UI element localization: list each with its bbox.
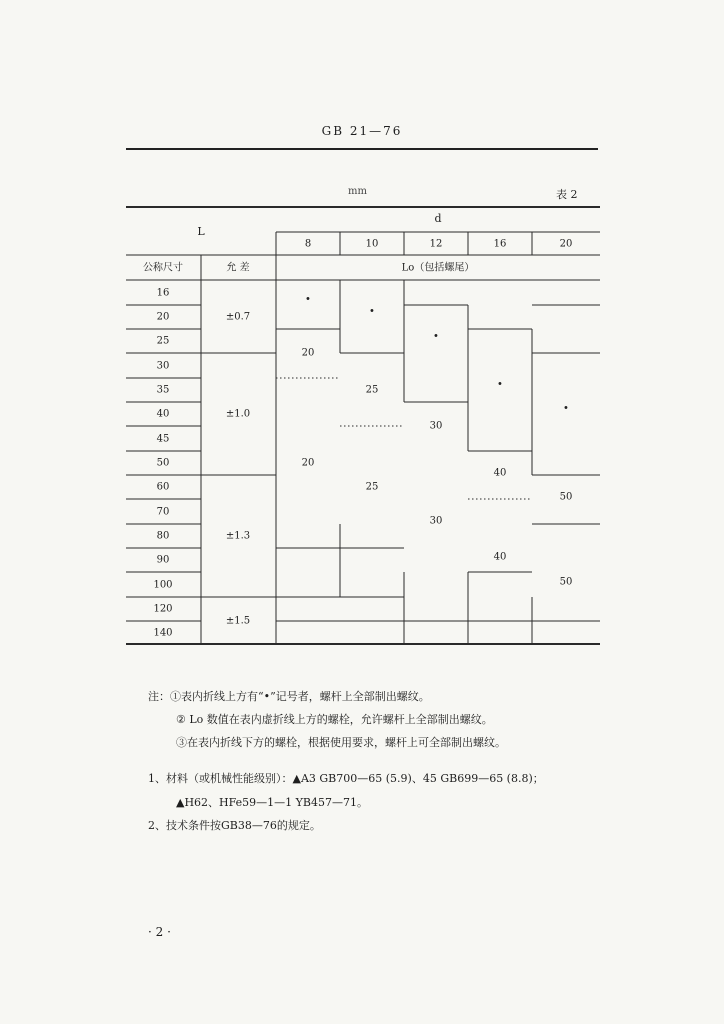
l-value: 35 bbox=[156, 384, 170, 396]
lo-dashed-boundary bbox=[276, 378, 600, 499]
lo-value-d20: 50 bbox=[559, 576, 573, 588]
col-header-d: d bbox=[434, 212, 442, 225]
full-thread-marker: • bbox=[563, 403, 569, 415]
l-value: 20 bbox=[156, 311, 170, 323]
d-value-12: 12 bbox=[429, 238, 443, 250]
unit-label: mm bbox=[348, 186, 367, 197]
full-thread-marker: • bbox=[305, 294, 311, 306]
lo-value-d16: 40 bbox=[493, 467, 507, 479]
tolerance-value: ±1.0 bbox=[225, 408, 251, 420]
l-value: 100 bbox=[153, 579, 173, 591]
tolerance-value: ±1.5 bbox=[225, 615, 251, 627]
tolerance-value: ±1.3 bbox=[225, 530, 251, 542]
lo-value-d12: 30 bbox=[429, 515, 443, 527]
tolerance-value: ±0.7 bbox=[225, 311, 251, 323]
lo-value-d10: 25 bbox=[365, 384, 379, 396]
l-value: 45 bbox=[156, 433, 170, 445]
l-value: 90 bbox=[156, 554, 170, 566]
l-value: 40 bbox=[156, 408, 170, 420]
technical-conditions: 2、技术条件按GB38—76的规定。 bbox=[148, 819, 321, 832]
l-value: 120 bbox=[153, 603, 173, 615]
note-1: 注：①表内折线上方有“•”记号者，螺杆上全部制出螺纹。 bbox=[148, 690, 430, 703]
page-number: · 2 · bbox=[148, 925, 171, 939]
l-value: 16 bbox=[156, 287, 170, 299]
lo-value-d8: 20 bbox=[301, 347, 315, 359]
lo-value-d10: 25 bbox=[365, 481, 379, 493]
d-value-16: 16 bbox=[493, 238, 507, 250]
full-thread-marker: • bbox=[433, 331, 439, 343]
col-header-L: L bbox=[197, 225, 205, 238]
l-value: 25 bbox=[156, 335, 170, 347]
l-value: 80 bbox=[156, 530, 170, 542]
lo-value-d8: 20 bbox=[301, 457, 315, 469]
subheader-tolerance: 允 差 bbox=[226, 262, 250, 274]
d-value-8: 8 bbox=[304, 238, 312, 250]
note-3: ③在表内折线下方的螺栓，根据使用要求，螺杆上可全部制出螺纹。 bbox=[176, 736, 506, 749]
full-thread-marker: • bbox=[497, 379, 503, 391]
l-value: 60 bbox=[156, 481, 170, 493]
l-value: 140 bbox=[153, 627, 173, 639]
material-spec: 1、材料（或机械性能级别）：▲A3 GB700—65 (5.9)、45 GB699—65 (8.8)； bbox=[148, 772, 544, 785]
header-rule bbox=[126, 148, 598, 150]
l-value: 70 bbox=[156, 506, 170, 518]
l-value: 30 bbox=[156, 360, 170, 372]
lo-value-d12: 30 bbox=[429, 420, 443, 432]
subheader-Lo: Lo（包括螺尾） bbox=[401, 262, 475, 274]
lo-value-d16: 40 bbox=[493, 551, 507, 563]
subheader-nominal: 公称尺寸 bbox=[143, 262, 183, 274]
lo-value-d20: 50 bbox=[559, 491, 573, 503]
d-value-20: 20 bbox=[559, 238, 573, 250]
material-spec-cont: ▲H62、HFe59—1—1 YB457—71。 bbox=[176, 796, 369, 809]
l-value: 50 bbox=[156, 457, 170, 469]
full-thread-marker: • bbox=[369, 306, 375, 318]
bolt-dimension-table bbox=[126, 205, 600, 646]
note-2: ② Lo 数值在表内虚折线上方的螺栓，允许螺杆上全部制出螺纹。 bbox=[176, 713, 493, 726]
standard-header: GB 21—76 bbox=[321, 124, 403, 138]
d-value-10: 10 bbox=[365, 238, 379, 250]
table-label: 表 2 bbox=[556, 188, 578, 201]
tolerance-group-rules bbox=[201, 353, 276, 597]
